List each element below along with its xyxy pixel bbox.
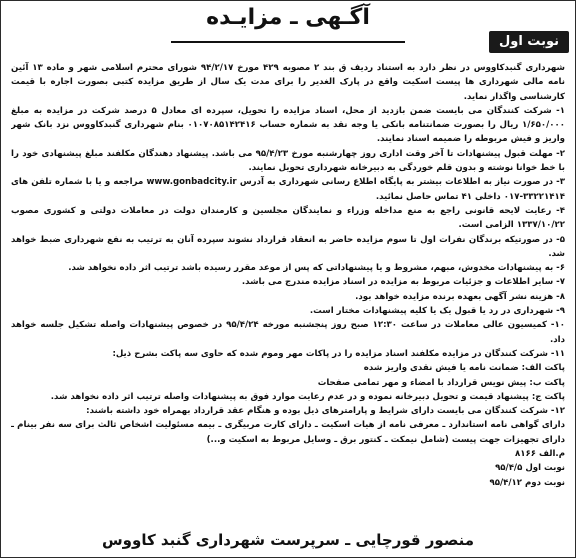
publication-badge: نوبت اول [489, 31, 569, 53]
clause-5: ۵- در صورتیکه برندگان نفرات اول تا سوم مزایده حاضر به انعقاد قرارداد نشوند سپرده آنان به ترتیب به نفع شهرداری ضبط خواهد شد. [11, 234, 565, 259]
second-publication-date: نوبت دوم ۹۵/۴/۱۲ [489, 477, 565, 488]
envelope-a: پاکت الف: ضمانت نامه یا فیش نقدی واریز شده [363, 363, 565, 374]
notice-body [11, 61, 565, 513]
clause-10: ۱۰- کمیسیون عالی معاملات در ساعت ۱۲:۳۰ صبح روز پنجشنبه مورخه ۹۵/۴/۲۴ در خصوص پیشنهادات واصله تشکیل جلسه خواهد داد. [11, 320, 565, 345]
envelope-b: پاکت ب: پیش نویس قرارداد با امضاء و مهر تمامی صفحات [317, 377, 565, 388]
clause-1: ۱- شرکت کنندگان می بایست ضمن بازدید از محل، اسناد مزایده را تحویل، سپرده ای معادل ۵ درصد شرکت در مزایده به مبلغ ۱/۶۵۰/۰۰۰ ریال را بصورت ضمانتنامه بانکی یا وجه نقد به شماره حساب ۰۱۰۷۰۸۵۱۴۲۴۱۶ بنام شهرداری گنبدکاووس نزد بانک شهر واریز و فیش مربوطه را ضمیمه اسناد نمایند. [11, 105, 565, 145]
signature-line: منصور قورچایی ـ سرپرست شهرداری گنبد کاووس [101, 531, 475, 549]
clause-6: ۶- به پیشنهادات مخدوش، مبهم، مشروط و یا پیشنهاداتی که پس از موعد مقرر رسیده باشد ترتیب اثر داده نخواهد شد. [68, 263, 565, 274]
clause-12: ۱۲- شرکت کنندگان می بایست دارای شرایط و پارامترهای ذیل بوده و هنگام عقد قرارداد بهمراه خود داشته باشند: [86, 406, 565, 417]
clause-7: ۷- سایر اطلاعات و جزئیات مربوط به مزایده در اسناد مزایده مندرج می باشد. [241, 277, 565, 288]
notice-header [1, 1, 575, 53]
intro-paragraph: شهرداری گنبدکاووس در نظر دارد به استناد ردیف ق بند ۲ مصوبه ۴۲۹ مورخ ۹۴/۲/۱۷ شورای محترم اسلامی شهر و ماده ۱۳ آئین نامه مالی شهرداری ها پیست اسکیت واقع در پارک الغدیر را برای مدت یک سال از طریق مزایده کتبی بصورت اجاره با قیمت کارشناسی واگذار نماید. [11, 63, 565, 102]
title-underline [171, 41, 405, 43]
notice-title: آگـهی ـ مزایـده [206, 5, 370, 30]
clause-4: ۴- رعایت لایحه قانونی راجع به منع مداخله وزراء و نمایندگان مجلسین و کارمندان دولت در معاملات دولتی و کشوری مصوب ۱۳۳۷/۱۰/۲۲ الزامی است. [11, 205, 565, 231]
clause-3: ۳- در صورت نیاز به اطلاعات بیشتر به پایگاه اطلاع رسانی شهرداری به آدرس www.gonbadcity.ir مراجعه و یا با شماره تلفن های ۳۳۲۲۱۴۱۴-۰۱۷ داخلی ۴۱ تماس حاصل نمائید. [11, 177, 565, 202]
clause-8: ۸- هزینه نشر آگهی بعهده برنده مزایده خواهد بود. [355, 291, 565, 302]
first-publication-date: نوبت اول ۹۵/۴/۵ [495, 463, 565, 474]
requirements-list: دارای گواهی نامه استاندارد ـ معرفی نامه از هیات اسکیت ـ دارای کارت مربیگری ـ بیمه مسئولیت اشخاص ثالث برای سه نفر بینام ـ دارای تجهیزات جهت پیست (شامل نیمکت ـ کنتور برق ـ وسایل مربوط به اسکیت و...) [11, 420, 565, 445]
clause-9: ۹- شهرداری در رد یا قبول یک یا کلیه پیشنهادات مختار است. [309, 306, 565, 317]
reference-code: م.الف ۸۱۶۶ [515, 449, 565, 460]
envelope-c: پاکت ج: پیشنهاد قیمت و تحویل دبیرخانه نموده و در عدم رعایت موارد فوق به پیشنهادات واصله ترتیب اثر داده نخواهد شد. [50, 391, 565, 402]
clause-2: ۲- مهلت قبول پیشنهادات تا آخر وقت اداری روز چهارشنبه مورخ ۹۵/۴/۲۳ می باشد. پیشنهاد دهندگان مکلفند مبلغ پیشنهادی خود را با خط خوانا نوشته و بدون قلم خوردگی به دبیرخانه شهرداری تحویل نمایند. [11, 148, 565, 174]
clause-11: ۱۱- شرکت کنندگان در مزایده مکلفند اسناد مزایده را در پاکات مهر وموم شده که حاوی سه پاکت بشرح ذیل: [112, 348, 565, 359]
